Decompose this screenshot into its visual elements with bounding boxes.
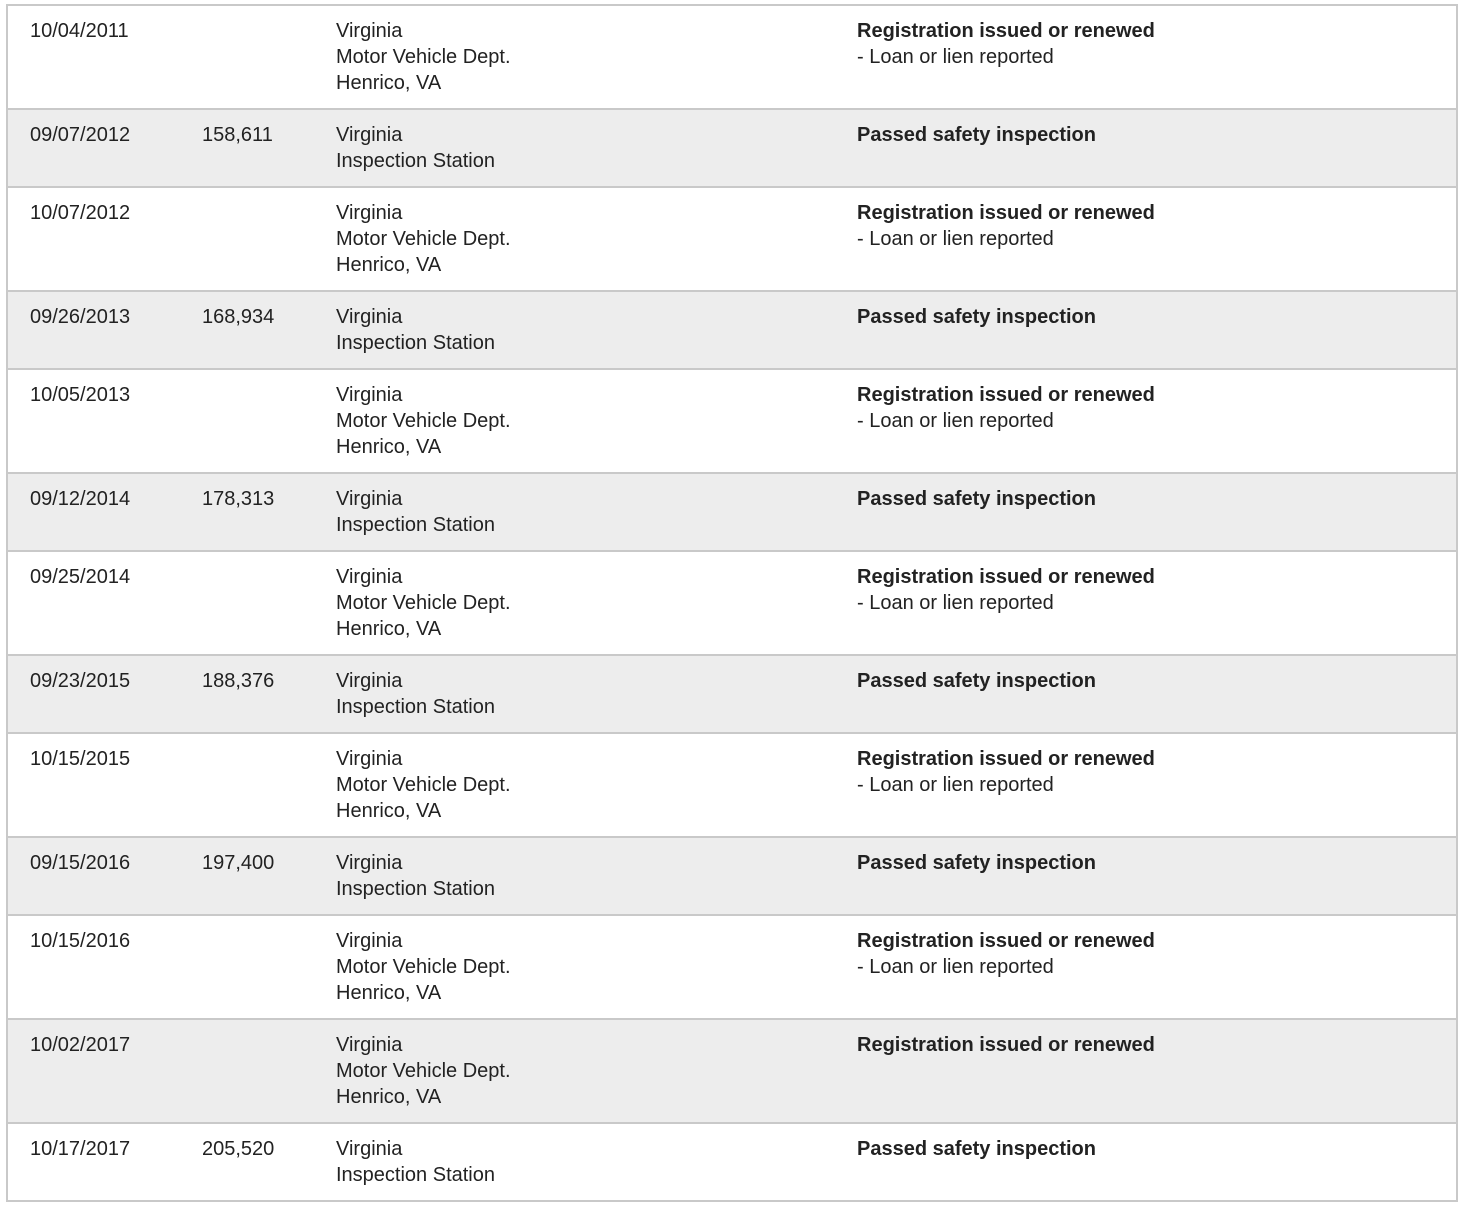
event-label: Registration issued or renewed — [857, 1034, 1155, 1056]
source-line: Motor Vehicle Dept. — [336, 774, 511, 796]
detail-cell — [835, 110, 1456, 186]
date-cell: 10/02/2017 — [30, 1034, 131, 1056]
source-line: Henrico, VA — [336, 1086, 442, 1108]
event-label: Registration issued or renewed — [857, 20, 1155, 42]
source-line: Virginia — [336, 20, 403, 42]
history-row — [8, 292, 1456, 370]
history-row — [8, 838, 1456, 916]
source-line: Virginia — [336, 852, 403, 874]
history-row — [8, 656, 1456, 734]
event-label: Passed safety inspection — [857, 306, 1096, 328]
history-row — [8, 552, 1456, 656]
date-cell: 10/15/2016 — [30, 930, 131, 952]
date-cell: 09/25/2014 — [30, 566, 131, 588]
event-label: Registration issued or renewed — [857, 748, 1155, 770]
source-line: Henrico, VA — [336, 72, 442, 94]
history-row — [8, 474, 1456, 552]
date-cell: 10/15/2015 — [30, 748, 131, 770]
history-row — [8, 916, 1456, 1020]
source-line: Inspection Station — [336, 332, 495, 354]
source-cell — [314, 110, 835, 186]
source-line: Henrico, VA — [336, 618, 442, 640]
odometer-cell — [180, 552, 314, 654]
source-line: Motor Vehicle Dept. — [336, 46, 511, 68]
date-cell: 09/23/2015 — [30, 670, 131, 692]
odometer-cell — [180, 1020, 314, 1122]
detail-cell — [835, 656, 1456, 732]
detail-cell — [835, 1124, 1456, 1200]
source-cell — [314, 916, 835, 1018]
source-line: Inspection Station — [336, 514, 495, 536]
history-row — [8, 110, 1456, 188]
source-line: Inspection Station — [336, 696, 495, 718]
date-cell: 10/04/2011 — [30, 20, 129, 42]
source-line: Motor Vehicle Dept. — [336, 956, 511, 978]
source-line: Virginia — [336, 930, 403, 952]
odometer-cell — [180, 734, 314, 836]
source-cell — [314, 734, 835, 836]
odometer-cell: 158,611 — [202, 124, 273, 146]
source-line: Virginia — [336, 384, 403, 406]
source-line: Inspection Station — [336, 150, 495, 172]
source-line: Virginia — [336, 566, 403, 588]
vehicle-history-table — [6, 4, 1458, 1202]
detail-cell — [835, 188, 1456, 290]
odometer-cell — [180, 916, 314, 1018]
event-note: - Loan or lien reported — [857, 774, 1054, 796]
source-cell — [314, 1020, 835, 1122]
event-label: Passed safety inspection — [857, 1138, 1096, 1160]
source-line: Virginia — [336, 748, 403, 770]
source-line: Virginia — [336, 1034, 403, 1056]
source-line: Virginia — [336, 670, 403, 692]
odometer-cell — [180, 6, 314, 108]
odometer-cell: 178,313 — [202, 488, 275, 510]
source-line: Virginia — [336, 202, 403, 224]
date-cell: 09/26/2013 — [30, 306, 131, 328]
event-label: Passed safety inspection — [857, 488, 1096, 510]
detail-cell — [835, 838, 1456, 914]
odometer-cell: 168,934 — [202, 306, 275, 328]
detail-cell — [835, 6, 1456, 108]
event-label: Passed safety inspection — [857, 670, 1096, 692]
date-cell: 09/12/2014 — [30, 488, 131, 510]
detail-cell — [835, 552, 1456, 654]
odometer-cell: 197,400 — [202, 852, 275, 874]
history-row — [8, 370, 1456, 474]
source-cell — [314, 552, 835, 654]
date-cell: 10/17/2017 — [30, 1138, 131, 1160]
source-line: Motor Vehicle Dept. — [336, 1060, 511, 1082]
source-line: Inspection Station — [336, 1164, 495, 1186]
detail-cell — [835, 474, 1456, 550]
source-cell — [314, 188, 835, 290]
history-row — [8, 6, 1456, 110]
source-cell — [314, 474, 835, 550]
source-line: Inspection Station — [336, 878, 495, 900]
history-row — [8, 734, 1456, 838]
source-line: Motor Vehicle Dept. — [336, 228, 511, 250]
event-label: Registration issued or renewed — [857, 930, 1155, 952]
event-label: Passed safety inspection — [857, 124, 1096, 146]
source-line: Virginia — [336, 306, 403, 328]
source-cell — [314, 656, 835, 732]
source-cell — [314, 838, 835, 914]
event-label: Registration issued or renewed — [857, 384, 1155, 406]
date-cell: 09/07/2012 — [30, 124, 131, 146]
source-line: Motor Vehicle Dept. — [336, 592, 511, 614]
detail-cell — [835, 1020, 1456, 1122]
history-row — [8, 1124, 1456, 1202]
detail-cell — [835, 292, 1456, 368]
history-row — [8, 188, 1456, 292]
date-cell: 10/07/2012 — [30, 202, 131, 224]
source-cell — [314, 292, 835, 368]
event-note: - Loan or lien reported — [857, 228, 1054, 250]
detail-cell — [835, 734, 1456, 836]
event-label: Passed safety inspection — [857, 852, 1096, 874]
date-cell: 09/15/2016 — [30, 852, 131, 874]
event-note: - Loan or lien reported — [857, 46, 1054, 68]
source-line: Motor Vehicle Dept. — [336, 410, 511, 432]
history-row — [8, 1020, 1456, 1124]
odometer-cell — [180, 370, 314, 472]
source-cell — [314, 370, 835, 472]
odometer-cell: 205,520 — [202, 1138, 275, 1160]
event-label: Registration issued or renewed — [857, 202, 1155, 224]
detail-cell — [835, 916, 1456, 1018]
odometer-cell: 188,376 — [202, 670, 275, 692]
event-note: - Loan or lien reported — [857, 410, 1054, 432]
source-line: Virginia — [336, 1138, 403, 1160]
date-cell: 10/05/2013 — [30, 384, 131, 406]
event-note: - Loan or lien reported — [857, 592, 1054, 614]
source-line: Henrico, VA — [336, 982, 442, 1004]
source-line: Virginia — [336, 488, 403, 510]
source-cell — [314, 6, 835, 108]
source-line: Virginia — [336, 124, 403, 146]
detail-cell — [835, 370, 1456, 472]
event-label: Registration issued or renewed — [857, 566, 1155, 588]
event-note: - Loan or lien reported — [857, 956, 1054, 978]
source-cell — [314, 1124, 835, 1200]
source-line: Henrico, VA — [336, 254, 442, 276]
source-line: Henrico, VA — [336, 436, 442, 458]
source-line: Henrico, VA — [336, 800, 442, 822]
odometer-cell — [180, 188, 314, 290]
